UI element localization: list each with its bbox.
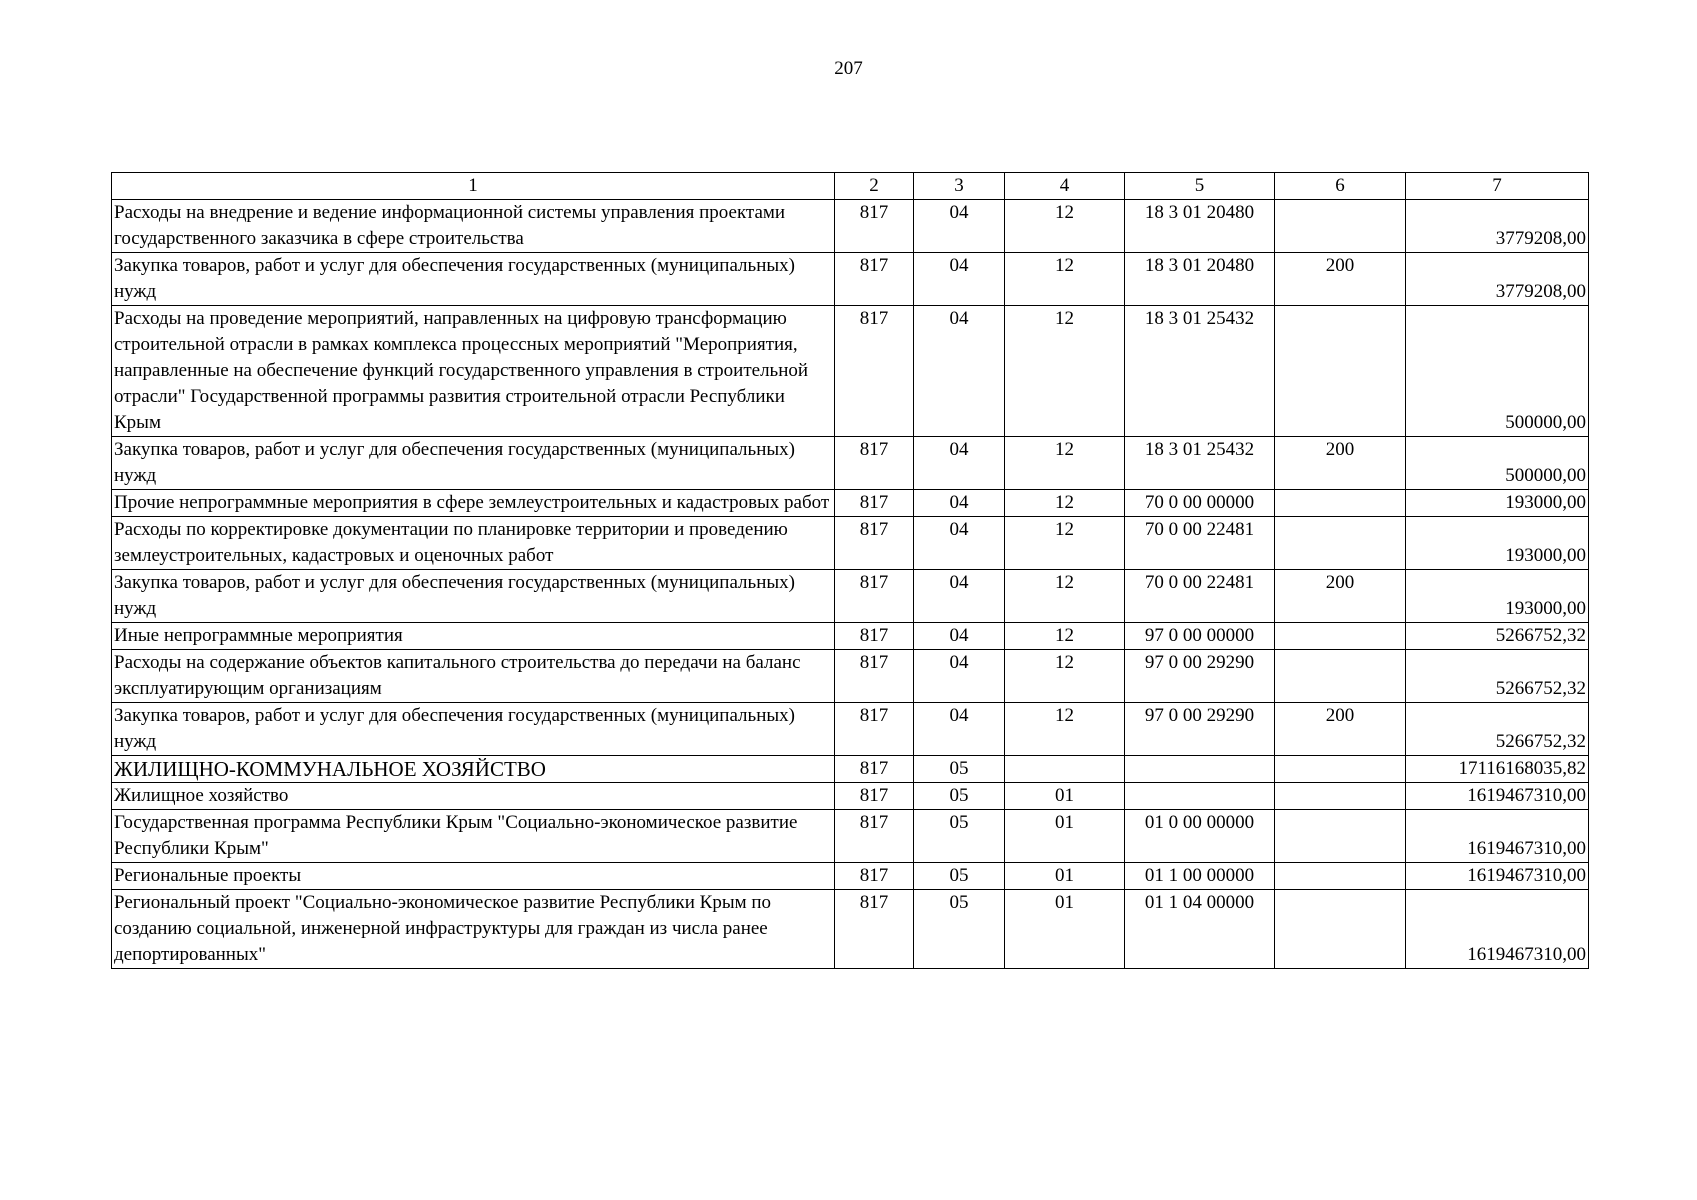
row-subsection-cell: 12	[1005, 517, 1125, 570]
row-subsection-cell: 12	[1005, 703, 1125, 756]
page-number: 207	[834, 58, 863, 79]
row-type-cell: 200	[1275, 703, 1406, 756]
row-type-cell	[1275, 623, 1406, 650]
table-row	[112, 517, 1589, 570]
row-code-cell: 817	[835, 517, 914, 570]
header-cell-4: 4	[1005, 173, 1125, 200]
row-amount-cell: 5266752,32	[1406, 703, 1589, 756]
row-section-cell: 04	[914, 703, 1005, 756]
row-section-cell: 05	[914, 756, 1005, 783]
row-code-cell: 817	[835, 570, 914, 623]
row-subsection-cell: 01	[1005, 783, 1125, 810]
row-section-cell: 04	[914, 623, 1005, 650]
table-row	[112, 306, 1589, 437]
row-subsection-cell: 12	[1005, 623, 1125, 650]
row-type-cell	[1275, 306, 1406, 437]
row-name-cell: Закупка товаров, работ и услуг для обеспечения государственных (муниципальных) нужд	[112, 437, 835, 490]
row-code-cell: 817	[835, 863, 914, 890]
row-code-cell: 817	[835, 890, 914, 969]
row-target-cell: 18 3 01 20480	[1125, 253, 1275, 306]
row-name-cell: Региональный проект "Социально-экономическое развитие Республики Крым по созданию социальной, инженерной инфраструктуры для граждан из числа ранее депортированных"	[112, 890, 835, 969]
table-row	[112, 570, 1589, 623]
row-section-cell: 04	[914, 306, 1005, 437]
row-section-cell: 04	[914, 253, 1005, 306]
row-type-cell: 200	[1275, 570, 1406, 623]
table-header-row	[112, 173, 1589, 200]
table-row	[112, 703, 1589, 756]
header-cell-3: 3	[914, 173, 1005, 200]
row-name-cell: Расходы на проведение мероприятий, направленных на цифровую трансформацию строительной отрасли в рамках комплекса процессных мероприятий "Мероприятия, направленные на обеспечение функций государственного управления в строительной отрасли" Государственной программы развития строительной отрасли Республики Крым	[112, 306, 835, 437]
row-target-cell: 70 0 00 22481	[1125, 570, 1275, 623]
row-amount-cell: 193000,00	[1406, 570, 1589, 623]
row-type-cell	[1275, 810, 1406, 863]
row-section-cell: 04	[914, 650, 1005, 703]
row-target-cell: 70 0 00 00000	[1125, 490, 1275, 517]
header-cell-6: 6	[1275, 173, 1406, 200]
row-name-cell: Закупка товаров, работ и услуг для обеспечения государственных (муниципальных) нужд	[112, 570, 835, 623]
row-section-cell: 04	[914, 570, 1005, 623]
row-type-cell	[1275, 517, 1406, 570]
row-name-cell: Региональные проекты	[112, 863, 835, 890]
row-section-cell: 04	[914, 200, 1005, 253]
row-name-cell: Расходы по корректировке документации по планировке территории и проведению землеустроительных, кадастровых и оценочных работ	[112, 517, 835, 570]
row-code-cell: 817	[835, 490, 914, 517]
row-target-cell: 97 0 00 29290	[1125, 703, 1275, 756]
row-target-cell: 18 3 01 25432	[1125, 306, 1275, 437]
row-subsection-cell: 12	[1005, 650, 1125, 703]
row-code-cell: 817	[835, 703, 914, 756]
row-code-cell: 817	[835, 200, 914, 253]
row-subsection-cell: 12	[1005, 306, 1125, 437]
row-subsection-cell: 12	[1005, 437, 1125, 490]
row-code-cell: 817	[835, 650, 914, 703]
row-subsection-cell: 12	[1005, 570, 1125, 623]
row-amount-cell: 1619467310,00	[1406, 863, 1589, 890]
row-target-cell	[1125, 756, 1275, 783]
row-subsection-cell: 01	[1005, 810, 1125, 863]
row-amount-cell: 500000,00	[1406, 306, 1589, 437]
row-type-cell	[1275, 890, 1406, 969]
row-type-cell	[1275, 490, 1406, 517]
row-type-cell	[1275, 863, 1406, 890]
row-name-cell: Прочие непрограммные мероприятия в сфере землеустроительных и кадастровых работ	[112, 490, 835, 517]
row-amount-cell: 1619467310,00	[1406, 890, 1589, 969]
row-amount-cell: 1619467310,00	[1406, 810, 1589, 863]
row-amount-cell: 193000,00	[1406, 517, 1589, 570]
row-target-cell	[1125, 783, 1275, 810]
row-name-cell: Расходы на содержание объектов капитального строительства до передачи на баланс эксплуатирующим организациям	[112, 650, 835, 703]
table-row	[112, 650, 1589, 703]
row-name-cell: Закупка товаров, работ и услуг для обеспечения государственных (муниципальных) нужд	[112, 253, 835, 306]
table-row	[112, 756, 1589, 783]
row-name-cell: Государственная программа Республики Крым "Социально-экономическое развитие Республики Крым"	[112, 810, 835, 863]
header-cell-1: 1	[112, 173, 835, 200]
row-section-cell: 04	[914, 490, 1005, 517]
row-type-cell	[1275, 756, 1406, 783]
row-target-cell: 70 0 00 22481	[1125, 517, 1275, 570]
row-code-cell: 817	[835, 306, 914, 437]
row-section-cell: 05	[914, 863, 1005, 890]
row-subsection-cell: 12	[1005, 200, 1125, 253]
table-row	[112, 623, 1589, 650]
row-amount-cell: 500000,00	[1406, 437, 1589, 490]
row-name-cell: Жилищное хозяйство	[112, 783, 835, 810]
row-name-cell: Иные непрограммные мероприятия	[112, 623, 835, 650]
table-row	[112, 810, 1589, 863]
row-type-cell	[1275, 200, 1406, 253]
table-row	[112, 890, 1589, 969]
row-type-cell: 200	[1275, 437, 1406, 490]
row-code-cell: 817	[835, 437, 914, 490]
row-subsection-cell: 01	[1005, 890, 1125, 969]
row-amount-cell: 17116168035,82	[1406, 756, 1589, 783]
row-amount-cell: 5266752,32	[1406, 650, 1589, 703]
table-row	[112, 437, 1589, 490]
row-type-cell	[1275, 783, 1406, 810]
row-amount-cell: 5266752,32	[1406, 623, 1589, 650]
row-amount-cell: 3779208,00	[1406, 253, 1589, 306]
row-code-cell: 817	[835, 783, 914, 810]
row-name-cell: ЖИЛИЩНО-КОММУНАЛЬНОЕ ХОЗЯЙСТВО	[112, 756, 835, 783]
row-subsection-cell: 01	[1005, 863, 1125, 890]
row-code-cell: 817	[835, 756, 914, 783]
row-section-cell: 04	[914, 437, 1005, 490]
row-name-cell: Расходы на внедрение и ведение информационной системы управления проектами государственного заказчика в сфере строительства	[112, 200, 835, 253]
table-row	[112, 200, 1589, 253]
row-subsection-cell: 12	[1005, 490, 1125, 517]
row-target-cell: 97 0 00 00000	[1125, 623, 1275, 650]
row-code-cell: 817	[835, 253, 914, 306]
row-target-cell: 97 0 00 29290	[1125, 650, 1275, 703]
header-cell-7: 7	[1406, 173, 1589, 200]
row-name-cell: Закупка товаров, работ и услуг для обеспечения государственных (муниципальных) нужд	[112, 703, 835, 756]
row-subsection-cell: 12	[1005, 253, 1125, 306]
row-target-cell: 01 0 00 00000	[1125, 810, 1275, 863]
row-type-cell: 200	[1275, 253, 1406, 306]
row-section-cell: 05	[914, 783, 1005, 810]
row-target-cell: 18 3 01 25432	[1125, 437, 1275, 490]
table-row	[112, 863, 1589, 890]
table-row	[112, 783, 1589, 810]
row-target-cell: 01 1 04 00000	[1125, 890, 1275, 969]
table-row	[112, 253, 1589, 306]
row-target-cell: 18 3 01 20480	[1125, 200, 1275, 253]
row-code-cell: 817	[835, 623, 914, 650]
header-cell-2: 2	[835, 173, 914, 200]
header-cell-5: 5	[1125, 173, 1275, 200]
row-section-cell: 04	[914, 517, 1005, 570]
row-amount-cell: 193000,00	[1406, 490, 1589, 517]
row-target-cell: 01 1 00 00000	[1125, 863, 1275, 890]
row-type-cell	[1275, 650, 1406, 703]
budget-table	[111, 172, 1589, 969]
table-row	[112, 490, 1589, 517]
row-section-cell: 05	[914, 810, 1005, 863]
row-amount-cell: 3779208,00	[1406, 200, 1589, 253]
row-amount-cell: 1619467310,00	[1406, 783, 1589, 810]
row-section-cell: 05	[914, 890, 1005, 969]
row-code-cell: 817	[835, 810, 914, 863]
row-subsection-cell	[1005, 756, 1125, 783]
